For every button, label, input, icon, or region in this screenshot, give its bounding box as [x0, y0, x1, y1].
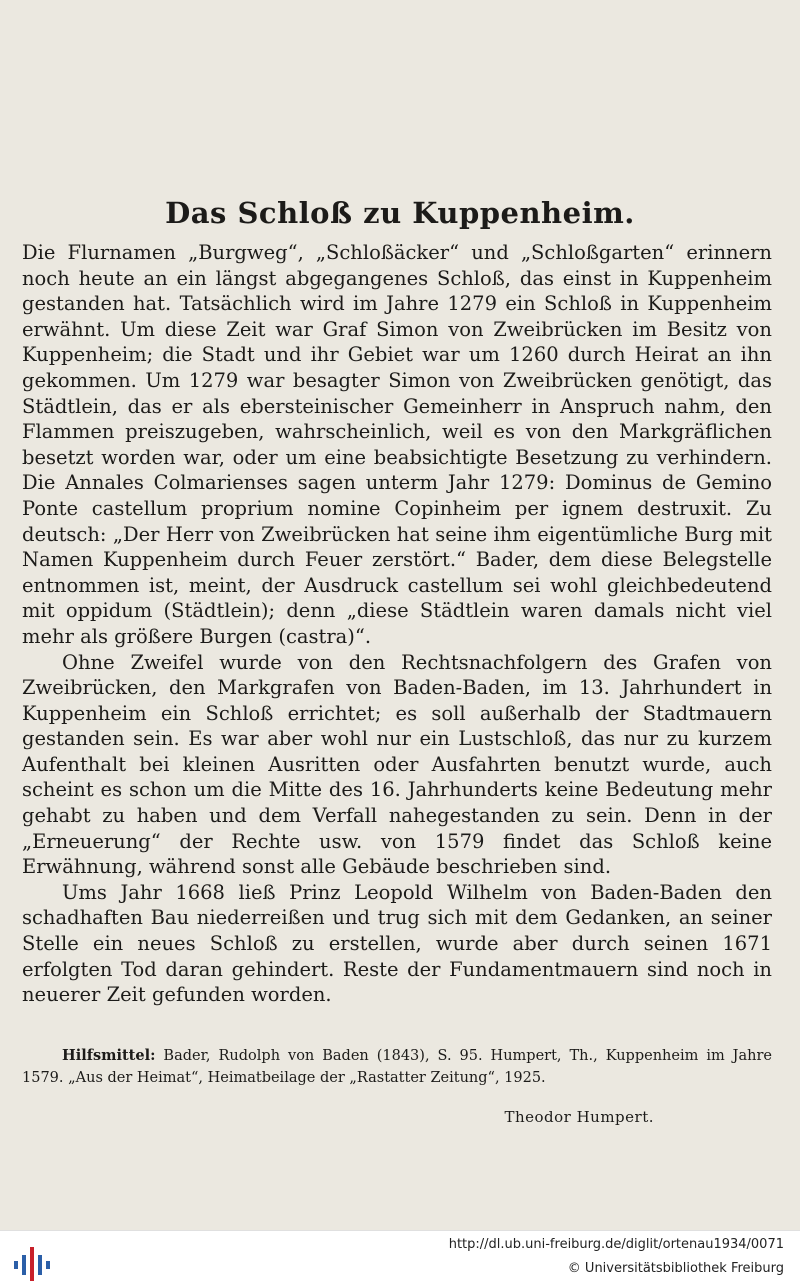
- paragraph-3: Ums Jahr 1668 ließ Prinz Leopold Wilhelm von Baden-Baden den schadhaften Bau niederreißen und trug sich mit dem Gedanken, an seiner Stelle ein neues Schloß zu erstellen, wurde aber durch seinen 1671 erfolgten Tod daran gehindert. Reste der Fundamentmauern sind noch in neuerer Zeit gefunden worden.: [22, 880, 772, 1007]
- paragraph-2: Ohne Zweifel wurde von den Rechtsnachfolgern des Grafen von Zweibrücken, den Markgrafen von Baden-Baden, im 13. Jahrhundert in Kuppenheim ein Schloß errichtet; es soll außerhalb der Stadtmauern gestanden sein. Es war aber wohl nur ein Lustschloß, das nur zu kurzem Aufenthalt bei kleinen Ausritten oder Ausfahrten benutzt wurde, auch scheint es schon um die Mitte des 16. Jahrhunderts keine Bedeutung mehr gehabt zu haben und dem Verfall nahegestanden zu sein. Denn in der „Erneuerung“ der Rechte usw. von 1579 findet das Schloß keine Erwähnung, während sonst alle Gebäude beschrieben sind.: [22, 650, 772, 879]
- university-library-logo-icon: [12, 1239, 52, 1281]
- paragraph-1: Die Flurnamen „Burgweg“, „Schloßäcker“ und „Schloßgarten“ erinnern noch heute an ein längst abgegangenes Schloß, das einst in Kuppenheim gestanden hat. Tatsächlich wird im Jahre 1279 ein Schloß in Kuppenheim erwähnt. Um diese Zeit war Graf Simon von Zweibrücken im Besitz von Kuppenheim; die Stadt und ihr Gebiet war um 1260 durch Heirat an ihn gekommen. Um 1279 war besagter Simon von Zweibrücken genötigt, das Städtlein, das er als ebersteinischer Gemeinherr in Anspruch nahm, den Flammen preiszugeben, wahrscheinlich, weil es von den Markgräflichen besetzt worden war, oder um eine beabsichtigte Besetzung zu verhindern. Die Annales Colmarienses sagen unterm Jahr 1279: Dominus de Gemino Ponte castellum proprium nomine Copinheim per ignem destruxit. Zu deutsch: „Der Herr von Zweibrücken hat seine ihm eigentümliche Burg mit Namen Kuppenheim durch Feuer zerstört.“ Bader, dem diese Belegstelle entnommen ist, meint, der Ausdruck castellum sei wohl gleichbedeutend mit oppidum (Städtlein); denn „diese Städtlein waren damals nicht viel mehr als größere Burgen (castra)“.: [22, 241, 772, 648]
- copyright-notice: © Universitätsbibliothek Freiburg: [567, 1261, 784, 1276]
- footnote-text: Bader, Rudolph von Baden (1843), S. 95. Humpert, Th., Kuppenheim im Jahre 1579. „Aus der Heimat“, Heimatbeilage der „Rastatter Zeitung“, 1925.: [22, 1048, 772, 1086]
- permalink-url[interactable]: http://dl.ub.uni-freiburg.de/diglit/ortenau1934/0071: [448, 1237, 784, 1252]
- author-signature: Theodor Humpert.: [504, 1108, 654, 1126]
- footnote: [22, 1045, 772, 1089]
- page-title: Das Schloß zu Kuppenheim.: [165, 196, 635, 230]
- viewer-footer: [0, 1230, 800, 1287]
- article-body: [22, 240, 772, 1008]
- footnote-label: Hilfsmittel:: [62, 1047, 156, 1064]
